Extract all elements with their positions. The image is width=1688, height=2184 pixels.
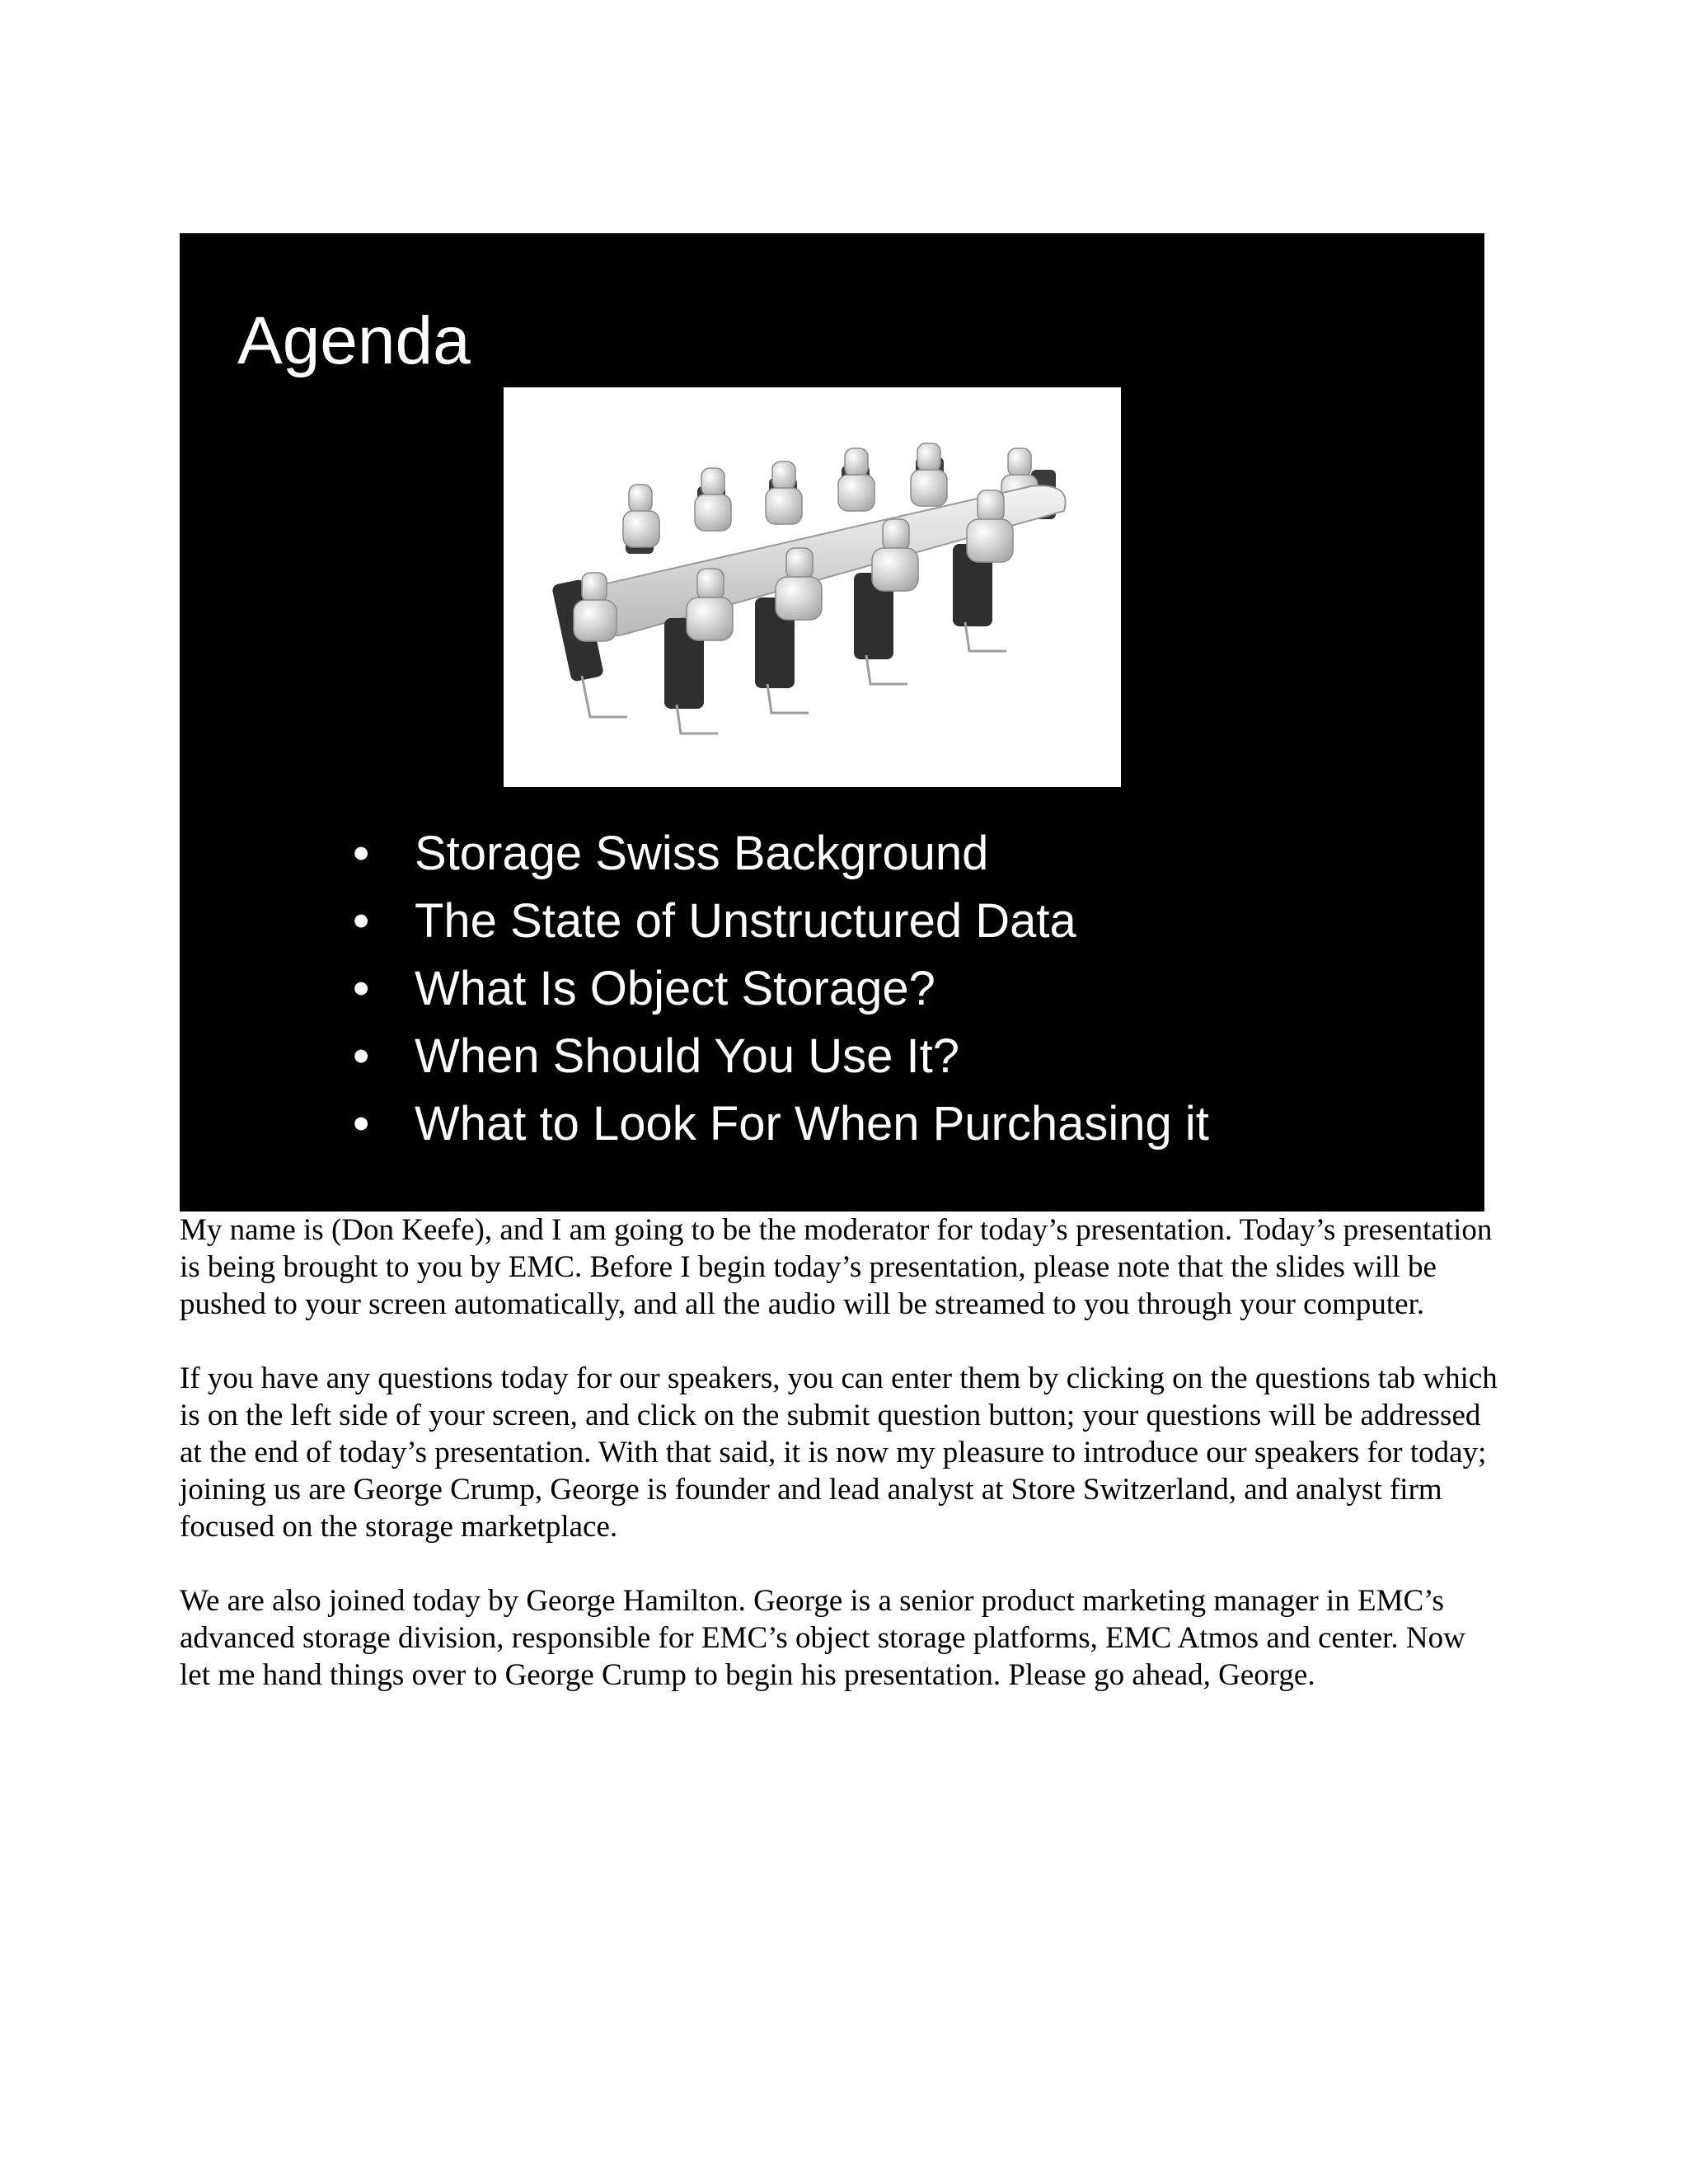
bullet-icon: • bbox=[353, 827, 370, 880]
agenda-item bbox=[336, 820, 1209, 888]
bullet-icon: • bbox=[353, 1029, 370, 1083]
agenda-item-label: When Should You Use It? bbox=[415, 1029, 960, 1083]
transcript-body bbox=[180, 1212, 1498, 1731]
agenda-item-label: What to Look For When Purchasing it bbox=[415, 1097, 1209, 1151]
transcript-paragraph: If you have any questions today for our speakers, you can enter them by clicking on the questions tab which is on the left side of your screen, and click on the submit question button; your questions will be addressed at the end of today’s presentation. With that said, it is now my pleasure to introduce our speakers for today; joining us are George Crump, George is founder and lead analyst at Store Switzerland, and analyst firm focused on the storage marketplace. bbox=[180, 1361, 1498, 1544]
transcript-paragraph: My name is (Don Keefe), and I am going to be the moderator for today’s presentation. Today’s presentation is being brought to you by EMC. Before I begin today’s presentation, please note that the slides will be pushed to your screen automatically, and all the audio will be streamed to you through your computer. bbox=[180, 1213, 1493, 1321]
slide-title: Agenda bbox=[237, 303, 471, 378]
agenda-item-label: Storage Swiss Background bbox=[415, 827, 989, 880]
meeting-table-image bbox=[504, 387, 1121, 787]
agenda-item-label: The State of Unstructured Data bbox=[415, 894, 1076, 948]
agenda-item bbox=[336, 1023, 1209, 1090]
bullet-icon: • bbox=[353, 962, 370, 1015]
agenda-item bbox=[336, 955, 1209, 1023]
bullet-icon: • bbox=[353, 894, 370, 948]
presentation-slide bbox=[180, 233, 1484, 1212]
transcript-paragraph: We are also joined today by George Hamilton. George is a senior product marketing manager in EMC’s advanced storage division, responsible for EMC’s object storage platforms, EMC Atmos and center. Now let me hand things over to George Crump to begin his presentation. Please go ahead, George. bbox=[180, 1584, 1465, 1692]
agenda-list bbox=[336, 820, 1209, 1158]
bullet-icon: • bbox=[353, 1097, 370, 1151]
conference-illustration bbox=[504, 387, 1121, 787]
agenda-item-label: What Is Object Storage? bbox=[415, 962, 935, 1015]
agenda-item bbox=[336, 888, 1209, 955]
agenda-item bbox=[336, 1090, 1209, 1158]
